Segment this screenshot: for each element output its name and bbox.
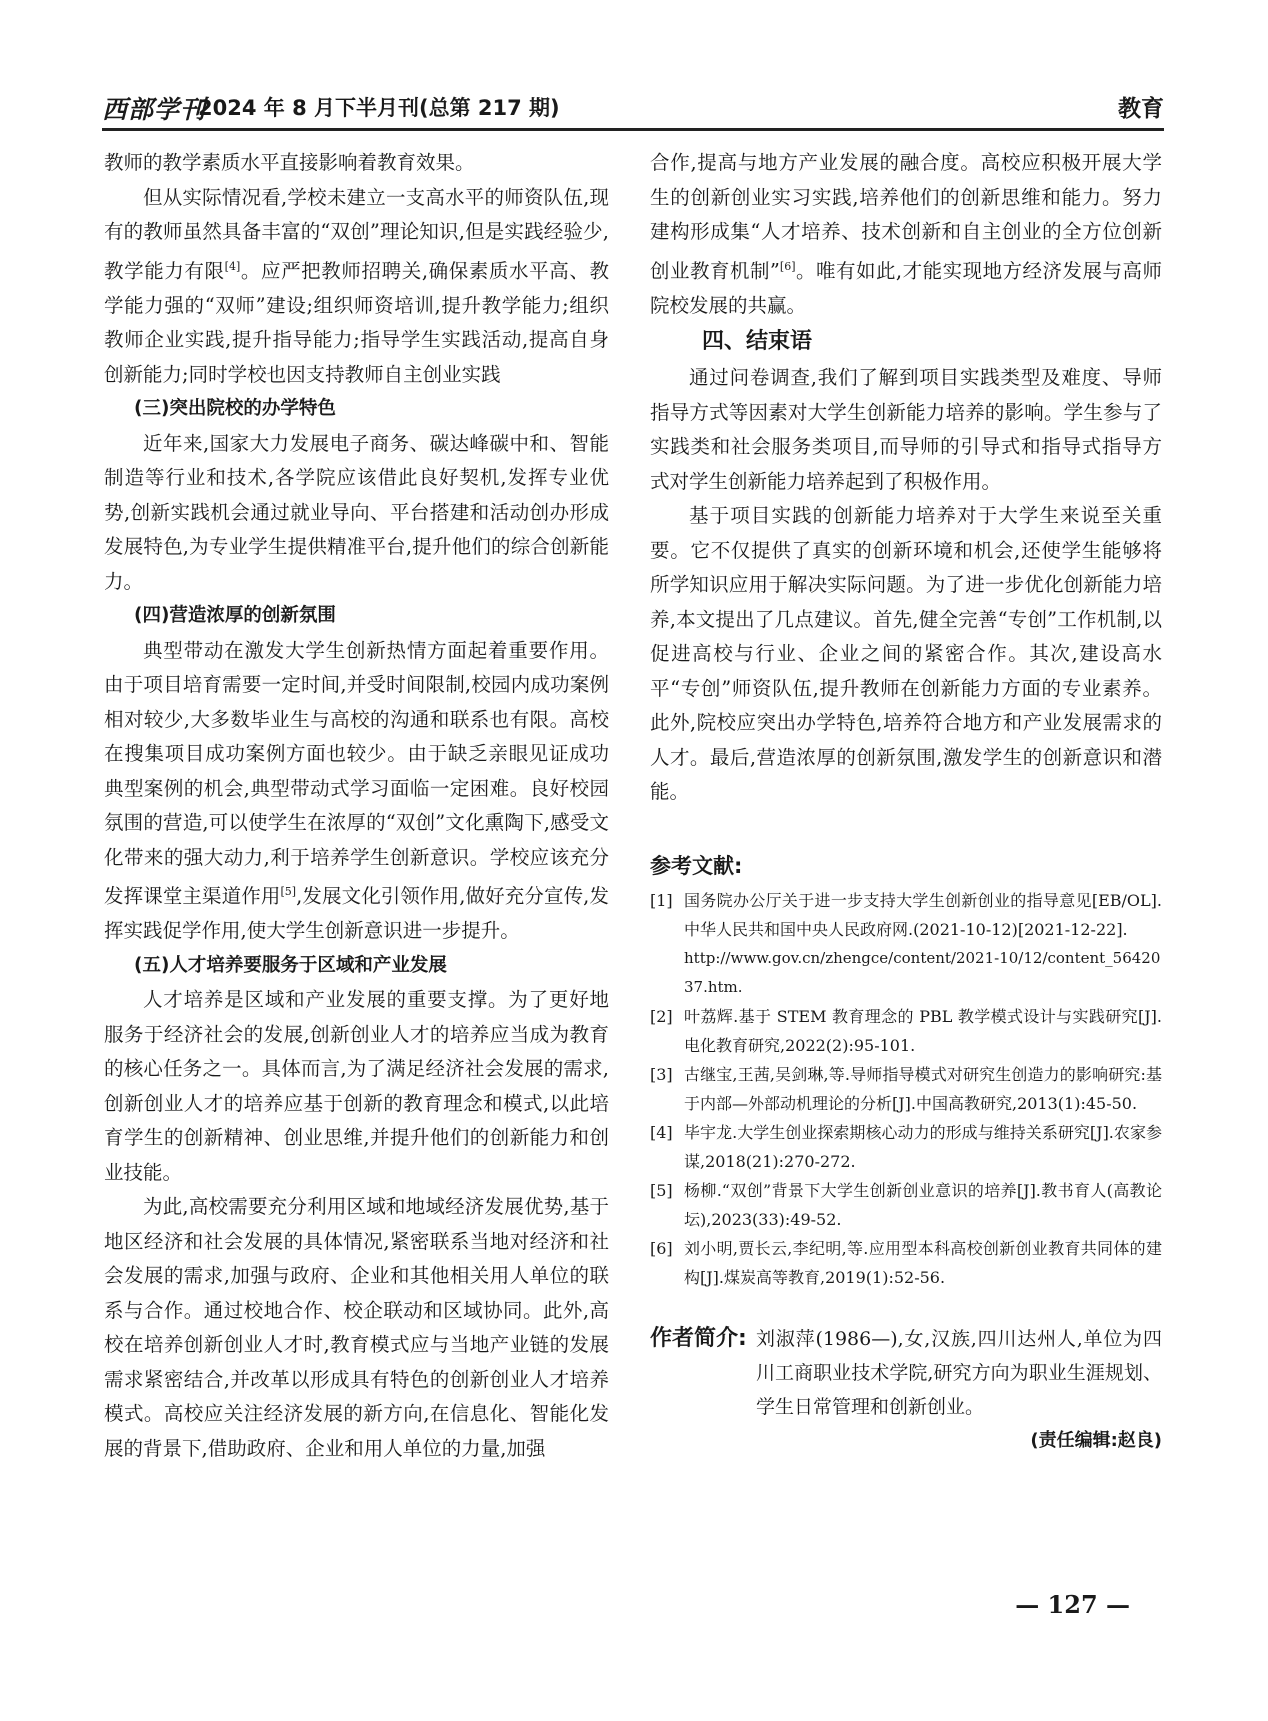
reference-item: [2] 叶荔辉.基于 STEM 教育理念的 PBL 教学模式设计与实践研究[J].电化教育研究,2022(2):95-101. bbox=[650, 1006, 1162, 1055]
left-column bbox=[104, 146, 609, 1466]
references-list bbox=[650, 886, 1162, 1292]
reference-item: [3] 古继宝,王茜,吴剑琳,等.导师指导模式对研究生创造力的影响研究:基于内部—外部动机理论的分析[J].中国高教研究,2013(1):45-50. bbox=[650, 1064, 1162, 1113]
page-number: — 127 — bbox=[1015, 1590, 1130, 1619]
citation: [6] bbox=[779, 259, 796, 273]
header-rule bbox=[102, 128, 1164, 131]
reference-item: [5] 杨柳.“双创”背景下大学生创新创业意识的培养[J].教书育人(高教论坛),2023(33):49-52. bbox=[650, 1180, 1162, 1229]
reference-url: http://www.gov.cn/zhengce/content/2021-10/12/content_5642037.htm. bbox=[684, 948, 1161, 996]
paragraph: 为此,高校需要充分利用区域和地域经济发展优势,基于地区经济和社会发展的具体情况,紧密联系当地对经济和社会发展的需求,加强与政府、企业和其他相关用人单位的联系与合作。通过校地合作、校企联动和区域协同。此外,高校在培养创新创业人才时,教育模式应与当地产业链的发展需求紧密结合,并改革以形成具有特色的创新创业人才培养模式。高校应关注经济发展的新方向,在信息化、智能化发展的背景下,借助政府、企业和用人单位的力量,加强 bbox=[104, 1195, 609, 1460]
section-heading: (三)突出院校的办学特色 bbox=[134, 398, 336, 419]
citation: [4] bbox=[224, 259, 241, 273]
section-heading: (五)人才培养要服务于区域和产业发展 bbox=[134, 954, 447, 976]
journal-logo: 西部学刊 bbox=[102, 95, 207, 124]
author-bio-text: 刘淑萍(1986—),女,汉族,四川达州人,单位为四川工商职业技术学院,研究方向为职业生涯规划、学生日常管理和创新创业。 bbox=[756, 1327, 1162, 1418]
paragraph: 合作,提高与地方产业发展的融合度。高校应积极开展大学生的创新创业实习实践,培养他们的创新思维和能力。努力建构形成集“人才培养、技术创新和自主创业的全方位创新创业教育机制”[6]。唯有如此,才能实现地方经济发展与高师院校发展的共赢。 bbox=[650, 151, 1162, 317]
reference-item: [6] 刘小明,贾长云,李纪明,等.应用型本科高校创新创业教育共同体的建构[J].煤炭高等教育,2019(1):52-56. bbox=[650, 1238, 1162, 1287]
author-bio bbox=[650, 1322, 1162, 1424]
paragraph: 基于项目实践的创新能力培养对于大学生来说至关重要。它不仅提供了真实的创新环境和机会,还使学生能够将所学知识应用于解决实际问题。为了进一步优化创新能力培养,本文提出了几点建议。首先,健全完善“专创”工作机制,以促进高校与行业、企业之间的紧密合作。其次,建设高水平“专创”师资队伍,提升教师在创新能力方面的专业素养。此外,院校应突出办学特色,培养符合地方和产业发展需求的人才。最后,营造浓厚的创新氛围,激发学生的创新意识和潜能。 bbox=[650, 504, 1162, 803]
issue-info: 2024 年 8 月下半月刊(总第 217 期) bbox=[198, 96, 560, 120]
paragraph: 人才培养是区域和产业发展的重要支撑。为了更好地服务于经济社会的发展,创新创业人才的培养应当成为教育的核心任务之一。具体而言,为了满足经济社会发展的需求,创新创业人才的培养应基于创新的教育理念和模式,以此培育学生的创新精神、创业思维,并提升他们的创新能力和创业技能。 bbox=[104, 988, 609, 1184]
reference-item: [4] 毕宇龙.大学生创业探索期核心动力的形成与维持关系研究[J].农家参谋,2018(21):270-272. bbox=[650, 1122, 1162, 1171]
responsible-editor: (责任编辑:赵良) bbox=[1030, 1429, 1162, 1451]
paragraph: 但从实际情况看,学校未建立一支高水平的师资队伍,现有的教师虽然具备丰富的“双创”理论知识,但是实践经验少,教学能力有限[4]。应严把教师招聘关,确保素质水平高、教学能力强的“双师”建设;组织师资培训,提升教学能力;组织教师企业实践,提升指导能力;指导学生实践活动,提高自身创新能力;同时学校也因支持教师自主创业实践 bbox=[104, 185, 609, 386]
page-header bbox=[102, 86, 1164, 130]
paragraph: 典型带动在激发大学生创新热情方面起着重要作用。由于项目培育需要一定时间,并受时间限制,校园内成功案例相对较少,大多数毕业生与高校的沟通和联系也有限。高校在搜集项目成功案例方面也较少。由于缺乏亲眼见证成功典型案例的机会,典型带动式学习面临一定困难。良好校园氛围的营造,可以使学生在浓厚的“双创”文化熏陶下,感受文化带来的强大动力,利于培养学生创新意识。学校应该充分发挥课堂主渠道作用[5],发展文化引领作用,做好充分宣传,发挥实践促学作用,使大学生创新意识进一步提升。 bbox=[104, 638, 609, 942]
paragraph: 通过问卷调查,我们了解到项目实践类型及难度、导师指导方式等因素对大学生创新能力培养的影响。学生参与了实践类和社会服务类项目,而导师的引导式和指导式指导方式对学生创新能力培养起到了积极作用。 bbox=[650, 366, 1162, 493]
reference-item: [1] 国务院办公厅关于进一步支持大学生创新创业的指导意见[EB/OL].中华人民共和国中央人民政府网.(2021-10-12)[2021-12-22]. bbox=[650, 890, 1162, 939]
citation: [5] bbox=[280, 885, 297, 898]
paragraph: 教师的教学素质水平直接影响着教育效果。 bbox=[104, 151, 475, 174]
section-heading: (四)营造浓厚的创新氛围 bbox=[134, 605, 336, 626]
paragraph: 近年来,国家大力发展电子商务、碳达峰碳中和、智能制造等行业和技术,各学院应该借此良好契机,发挥专业优势,创新实践机会通过就业导向、平台搭建和活动创办形成发展特色,为专业学生提供精准平台,提升他们的综合创新能力。 bbox=[104, 431, 609, 593]
conclusion-heading: 四、结束语 bbox=[702, 329, 813, 354]
author-bio-label: 作者简介: bbox=[650, 1325, 747, 1351]
section-label: 教育 bbox=[1118, 96, 1164, 122]
right-column bbox=[650, 146, 1162, 1452]
references-title: 参考文献: bbox=[650, 853, 743, 878]
